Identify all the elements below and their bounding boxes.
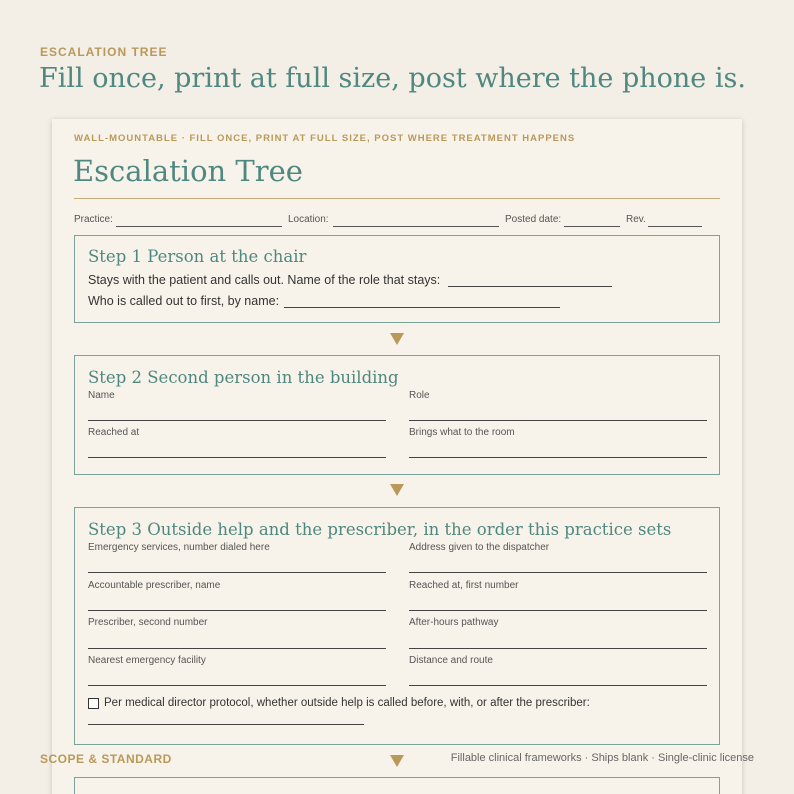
step-3-box (74, 507, 720, 745)
step-2-title: Step 2 Second person in the building (88, 368, 399, 387)
after-hours-label: After-hours pathway (409, 617, 499, 628)
reached-at-field[interactable] (88, 457, 386, 458)
rev-label: Rev. (626, 214, 646, 225)
dispatcher-address-label: Address given to the dispatcher (409, 542, 550, 553)
step-1-line-2: Who is called out to first, by name: (88, 294, 280, 308)
brings-field[interactable] (409, 457, 707, 458)
first-number-label: Reached at, first number (409, 580, 519, 591)
emergency-number-field[interactable] (88, 572, 386, 573)
called-first-field[interactable] (284, 307, 560, 308)
step-4-box (74, 777, 720, 794)
second-number-label: Prescriber, second number (88, 617, 208, 628)
protocol-checkbox[interactable] (88, 698, 99, 709)
name-field[interactable] (88, 420, 386, 421)
distance-route-field[interactable] (409, 685, 707, 686)
distance-route-label: Distance and route (409, 655, 493, 666)
protocol-checkbox-label: Per medical director protocol, whether outside help is called before, with, or after the prescriber: (104, 697, 590, 709)
posted-date-label: Posted date: (505, 214, 562, 225)
step-1-title: Step 1 Person at the chair (88, 247, 307, 266)
down-arrow-icon (390, 484, 404, 496)
emergency-number-label: Emergency services, number dialed here (88, 542, 270, 553)
down-arrow-icon (390, 755, 404, 767)
emergency-facility-field[interactable] (88, 685, 386, 686)
dispatcher-address-field[interactable] (409, 572, 707, 573)
step-3-title: Step 3 Outside help and the prescriber, in the order this practice sets (88, 520, 672, 539)
posted-date-field[interactable] (564, 226, 620, 227)
header-headline: Fill once, print at full size, post where the phone is. (39, 63, 746, 94)
step-1-line-1: Stays with the patient and calls out. Name of the role that stays: (88, 273, 441, 287)
prescriber-name-field[interactable] (88, 610, 386, 611)
location-label: Location: (288, 214, 329, 225)
step-2-box (74, 355, 720, 475)
stays-role-field[interactable] (448, 286, 612, 287)
step-1-box (74, 235, 720, 323)
down-arrow-icon (390, 333, 404, 345)
sheet-kicker: WALL-MOUNTABLE · FILL ONCE, PRINT AT FULL SIZE, POST WHERE TREATMENT HAPPENS (74, 133, 576, 144)
after-hours-field[interactable] (409, 648, 707, 649)
brings-label: Brings what to the room (409, 427, 515, 438)
role-field[interactable] (409, 420, 707, 421)
sheet-title: Escalation Tree (73, 154, 303, 188)
practice-label: Practice: (74, 214, 113, 225)
footer-scope: SCOPE & STANDARD (40, 752, 172, 766)
second-number-field[interactable] (88, 648, 386, 649)
emergency-facility-label: Nearest emergency facility (88, 655, 206, 666)
title-divider (74, 198, 720, 199)
protocol-field[interactable] (88, 724, 364, 725)
footer-tagline: Fillable clinical frameworks · Ships blank · Single-clinic license (450, 752, 754, 764)
practice-field[interactable] (116, 226, 282, 227)
role-label: Role (409, 390, 430, 401)
escalation-sheet (52, 119, 742, 794)
header-kicker: ESCALATION TREE (40, 45, 168, 59)
prescriber-name-label: Accountable prescriber, name (88, 580, 221, 591)
reached-at-label: Reached at (88, 427, 140, 438)
location-field[interactable] (333, 226, 499, 227)
first-number-field[interactable] (409, 610, 707, 611)
name-label: Name (88, 390, 115, 401)
rev-field[interactable] (648, 226, 702, 227)
